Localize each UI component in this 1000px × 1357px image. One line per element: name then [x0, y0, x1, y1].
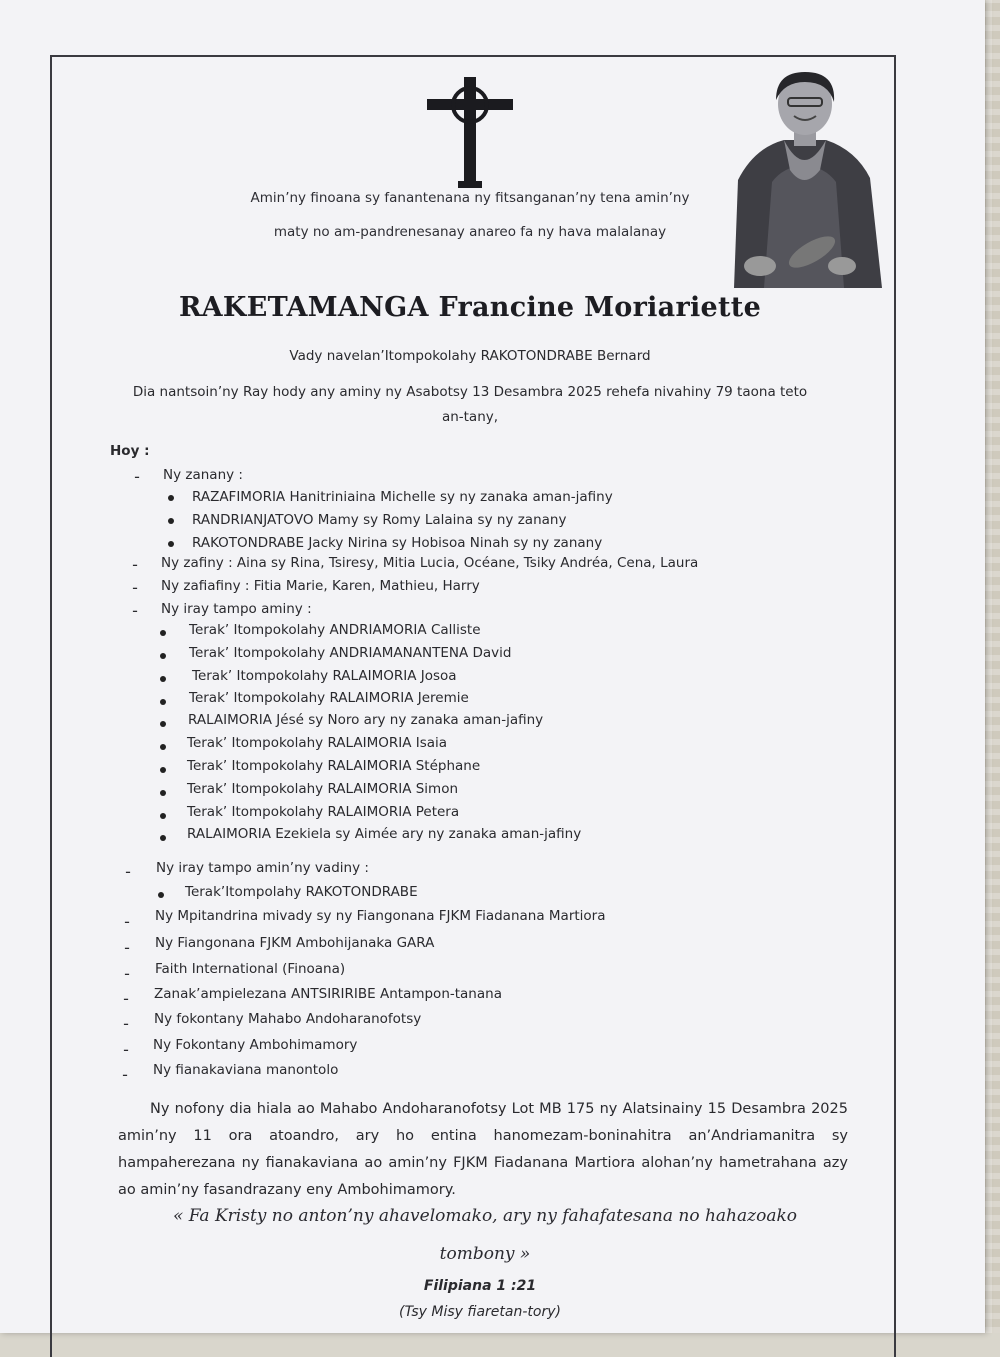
list-item: Ny fokontany Mahabo Andoharanofotsy [154, 1011, 422, 1027]
list-dash: - [124, 964, 130, 983]
bullet-dot [160, 653, 166, 659]
list-dash: - [132, 578, 138, 597]
bullet-dot [160, 744, 166, 750]
children-heading: Ny zanany : [163, 467, 243, 483]
death-line-2: an-tany, [441, 409, 499, 425]
hoy-label: Hoy : [110, 443, 150, 459]
list-dash: - [122, 1065, 128, 1084]
list-dash: - [132, 555, 138, 574]
bullet-dot [160, 721, 166, 727]
list-item: Faith International (Finoana) [155, 961, 346, 977]
list-item: Ny fianakaviana manontolo [153, 1062, 339, 1078]
spouse-siblings-heading: Ny iray tampo amin’ny vadiny : [156, 860, 369, 876]
spouse-line: Vady navelan’Itompokolahy RAKOTONDRABE Bernard [289, 348, 651, 364]
list-dash: - [125, 862, 131, 881]
list-dash: - [124, 938, 130, 957]
bullet-dot [160, 767, 166, 773]
list-dash: - [123, 1014, 129, 1033]
bullet-dot [158, 892, 164, 898]
list-item: RAKOTONDRABE Jacky Nirina sy Hobisoa Ninah sy ny zanany [192, 535, 603, 551]
bullet-dot [160, 630, 166, 636]
portrait-photo [724, 70, 886, 288]
intro-line-1: Amin’ny finoana sy fanantenana ny fitsanganan’ny tena amin’ny [250, 190, 690, 206]
list-item: Ny Mpitandrina mivady sy ny Fiangonana FJKM Fiadanana Martiora [155, 908, 606, 924]
intro-line-2: maty no am-pandrenesanay anareo fa ny hava malalanay [273, 224, 667, 240]
bullet-dot [168, 541, 174, 547]
bullet-dot [168, 495, 174, 501]
list-dash: - [132, 601, 138, 620]
bullet-dot [168, 518, 174, 524]
list-dash: - [123, 1040, 129, 1059]
great-grandchildren-line: Ny zafiafiny : Fitia Marie, Karen, Mathieu, Harry [161, 578, 480, 594]
list-item: Ny Fiangonana FJKM Ambohijanaka GARA [155, 935, 435, 951]
funeral-paragraph: Ny nofony dia hiala ao Mahabo Andoharanofotsy Lot MB 175 ny Alatsinainy 15 Desambra 2025 amin’ny 11 ora atoandro, ary ho entina hanomezam-boninahitra an’Andriamanitra sy hampaherezana ny fianakaviana ao amin’ny FJKM Fiadanana Martiora alohan’ny hametrahana azy ao amin’ny fasandrazany eny Ambohimamory. [118, 1101, 848, 1198]
quote-line-2: tombony » [439, 1244, 531, 1264]
list-item: Ny Fokontany Ambohimamory [153, 1037, 358, 1053]
list-item: RANDRIANJATOVO Mamy sy Romy Lalaina sy ny zanany [192, 512, 567, 528]
bullet-dot [160, 676, 166, 682]
siblings-heading: Ny iray tampo aminy : [161, 601, 312, 617]
list-item: Terak’ Itompokolahy ANDRIAMORIA Calliste [189, 622, 481, 638]
list-item: Zanak’ampielezana ANTSIRIRIBE Antampon-tanana [154, 986, 502, 1002]
list-item: Terak’ Itompokolahy ANDRIAMANANTENA David [189, 645, 512, 661]
list-item: RAZAFIMORIA Hanitriniaina Michelle sy ny zanaka aman-jafiny [192, 489, 613, 505]
footer-note: (Tsy Misy fiaretan-tory) [399, 1304, 561, 1320]
list-item: RALAIMORIA Ezekiela sy Aimée ary ny zanaka aman-jafiny [187, 826, 582, 842]
list-item: Terak’ Itompokolahy RALAIMORIA Petera [187, 804, 460, 820]
list-item: Terak’ Itompokolahy RALAIMORIA Stéphane [187, 758, 481, 774]
grandchildren-line: Ny zafiny : Aina sy Rina, Tsiresy, Mitia Lucia, Océane, Tsiky Andréa, Cena, Laura [161, 555, 699, 571]
list-dash: - [124, 912, 130, 931]
bullet-dot [160, 699, 166, 705]
death-line-1: Dia nantsoin’ny Ray hody any aminy ny Asabotsy 13 Desambra 2025 rehefa nivahiny 79 taona teto [132, 384, 808, 400]
list-dash: - [123, 989, 129, 1008]
quote-line-1: « Fa Kristy no anton’ny ahavelomako, ary ny fahafatesana no hahazoako [172, 1206, 798, 1226]
list-item: Terak’ Itompokolahy RALAIMORIA Simon [187, 781, 459, 797]
verse-reference: Filipiana 1 :21 [423, 1278, 537, 1294]
death-announcement [110, 380, 830, 430]
list-item: Terak’ Itompokolahy RALAIMORIA Jeremie [189, 690, 469, 706]
celtic-cross-icon [425, 75, 515, 190]
deceased-name: RAKETAMANGA Francine Moriariette [178, 292, 762, 323]
list-dash: - [134, 467, 140, 486]
list-item: Terak’Itompolahy RAKOTONDRABE [185, 884, 418, 900]
list-item: Terak’ Itompokolahy RALAIMORIA Isaia [187, 735, 448, 751]
list-item: Terak’ Itompokolahy RALAIMORIA Josoa [192, 668, 457, 684]
bullet-dot [160, 790, 166, 796]
bullet-dot [160, 813, 166, 819]
list-item: RALAIMORIA Jésé sy Noro ary ny zanaka aman-jafiny [188, 712, 544, 728]
bullet-dot [160, 835, 166, 841]
